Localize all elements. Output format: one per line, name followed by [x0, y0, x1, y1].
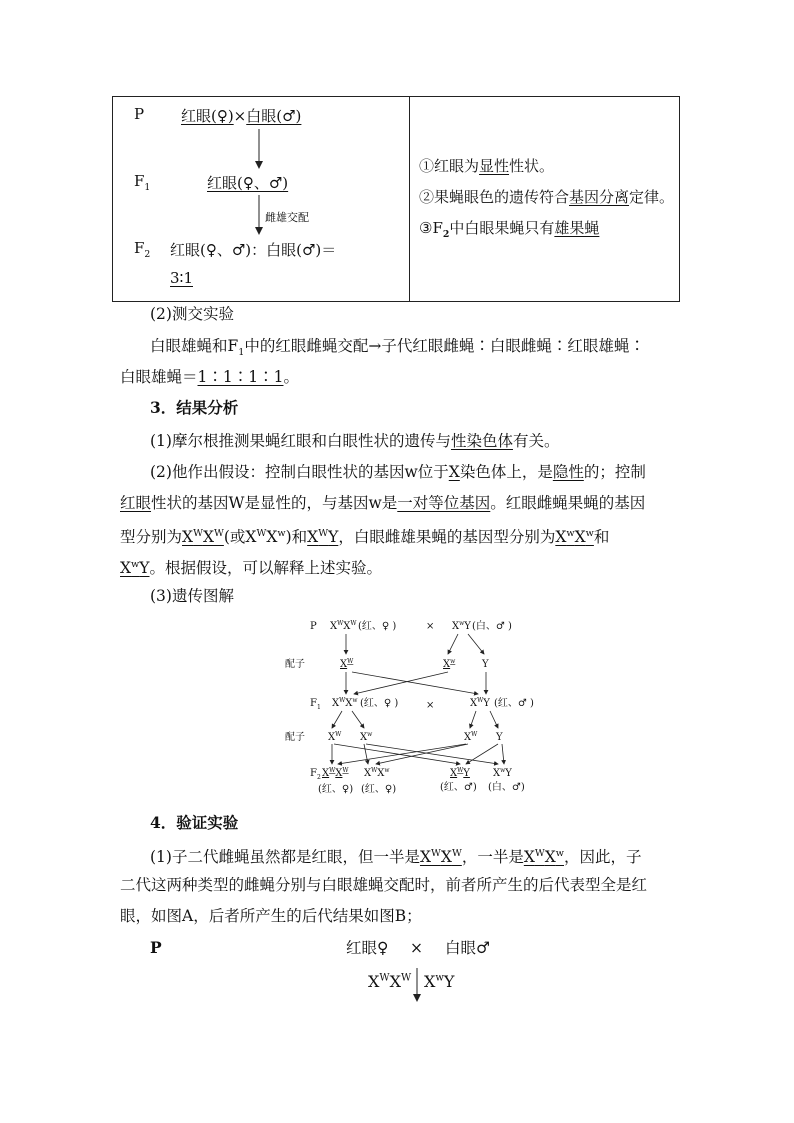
diagram-f2-g2: $X^WX^w$ [364, 767, 390, 779]
diagram-p-label: P [310, 621, 317, 632]
note-1: ①红眼为显性性状。 [419, 157, 555, 175]
section2-heading: (2)测交实验 [150, 305, 234, 323]
verify-p-cross: × [410, 939, 423, 957]
diagram-f2-ph1: (红、♀) [318, 784, 354, 795]
diagram-f1-male-phenotype: (红、♂ ) [494, 698, 534, 709]
diagram-f2-g1: $X^WX^W$ [322, 767, 349, 779]
verify-female-genotype: $X^WX^W$ [368, 972, 412, 991]
f1-label: $F_1$ [134, 172, 151, 193]
diagram-f1-female-phenotype: (红、♀ ) [360, 698, 399, 709]
mating-label: 雌雄交配 [265, 211, 309, 224]
section3-p1: (1)摩尔根推测果蝇红眼和白眼性状的遗传与性染色体有关。 [150, 432, 560, 450]
diagram-f1-gamete-XW-male: $X^W$ [464, 731, 478, 743]
diagram-f2-ph2: (红、♀) [361, 784, 397, 795]
section3-p2-line1: (2)他作出假设：控制白眼性状的基因w位于X染色体上，是隐性的；控制 [150, 463, 646, 481]
diagram-f2-g3: $X^WY$ [450, 767, 470, 779]
diagram-cross-1: × [426, 621, 435, 632]
diagram-f1-gamete-Y: Y [496, 732, 503, 743]
f2-ratio: 3∶1 [170, 269, 193, 287]
section3-p2-line4: $X^wY$。根据假设，可以解释上述实验。 [120, 559, 383, 578]
section3-heading: 3．结果分析 [150, 398, 239, 417]
verify-p-male: 白眼♂ [445, 939, 490, 957]
arrow-down-icon [253, 129, 265, 169]
diagram-gamete-label-2: 配子 [285, 732, 305, 743]
section4-heading: 4．验证实验 [150, 813, 239, 832]
section4-line1: (1)子二代雌蝇虽然都是红眼，但一半是$X^WX^W$，一半是$X^WX^w$，因此，子 [150, 848, 642, 867]
diagram-gamete-Y: Y [482, 659, 489, 670]
note-3: $③F_2$中白眼果蝇只有雄果蝇 [419, 219, 600, 240]
section3-p2-line3: 型分别为$X^WX^W$(或$X^WX^w$)和$X^WY$，白眼雌雄果蝇的基因型分别为$X^wX^w$和 [120, 528, 610, 547]
cross-table [112, 96, 680, 302]
diagram-f2-ph4: (白、♂) [488, 782, 525, 793]
arrow-down-icon [253, 195, 265, 235]
diagram-f1-female-genotype: $X^WX^w$ [332, 697, 358, 709]
section3-p3: (3)遗传图解 [150, 587, 234, 605]
diagram-p-female-phenotype: (红、♀ ) [358, 621, 397, 632]
diagram-f2-g4: $X^wY$ [493, 767, 512, 779]
diagram-gamete-label-1: 配子 [285, 659, 305, 670]
section2-line2: 白眼雄蝇＝1∶1∶1∶1。 [120, 368, 299, 386]
verify-p-female: 红眼♀ [346, 939, 389, 957]
diagram-f2-ph3: (红、♂) [440, 782, 477, 793]
diagram-gamete-Xw: $X^w$ [443, 658, 456, 670]
diagram-f2-label: $F_2$ [310, 768, 321, 781]
inheritance-diagram [280, 612, 580, 802]
section3-p2-line2: 红眼性状的基因W是显性的，与基因w是一对等位基因。红眼雌蝇果蝇的基因 [120, 494, 646, 512]
diagram-p-male-genotype: $X^wY$ [452, 620, 471, 632]
diagram-gamete-XW: $X^W$ [340, 658, 354, 670]
f2-text: 红眼(♀、♂)：白眼(♂)＝ [170, 241, 337, 259]
f1-phenotype: 红眼(♀、♂) [207, 174, 289, 192]
diagram-p-male-phenotype: (白、♂ ) [472, 621, 512, 632]
diagram-f1-label: $F_1$ [310, 698, 321, 711]
diagram-f1-gamete-XW: $X^W$ [328, 731, 342, 743]
section4-line3: 眼，如图A，后者所产生的后代结果如图B； [120, 907, 422, 925]
diagram-f1-gamete-Xw: $X^w$ [360, 731, 373, 743]
verify-p-label: P [150, 938, 162, 957]
diagram-f1-male-genotype: $X^WY$ [470, 697, 490, 709]
p-label: P [134, 105, 145, 123]
section4-line2: 二代这两种类型的雌蝇分别与白眼雄蝇交配时，前者所产生的后代表型全是红 [120, 876, 648, 894]
f2-label: $F_2$ [134, 239, 151, 260]
arrow-down-icon [410, 968, 424, 1004]
table-divider [409, 97, 410, 301]
diagram-cross-2: × [426, 700, 435, 711]
p-cross: 红眼(♀)×白眼(♂) [181, 107, 302, 125]
verify-male-genotype: $X^wY$ [424, 972, 455, 991]
note-2: ②果蝇眼色的遗传符合基因分离定律。 [419, 188, 675, 206]
diagram-p-female-genotype: $X^WX^W$ [330, 620, 357, 632]
section2-line1: 白眼雄蝇和$F_1$中的红眼雌蝇交配→子代红眼雌蝇∶白眼雌蝇∶红眼雄蝇∶ [150, 337, 645, 359]
